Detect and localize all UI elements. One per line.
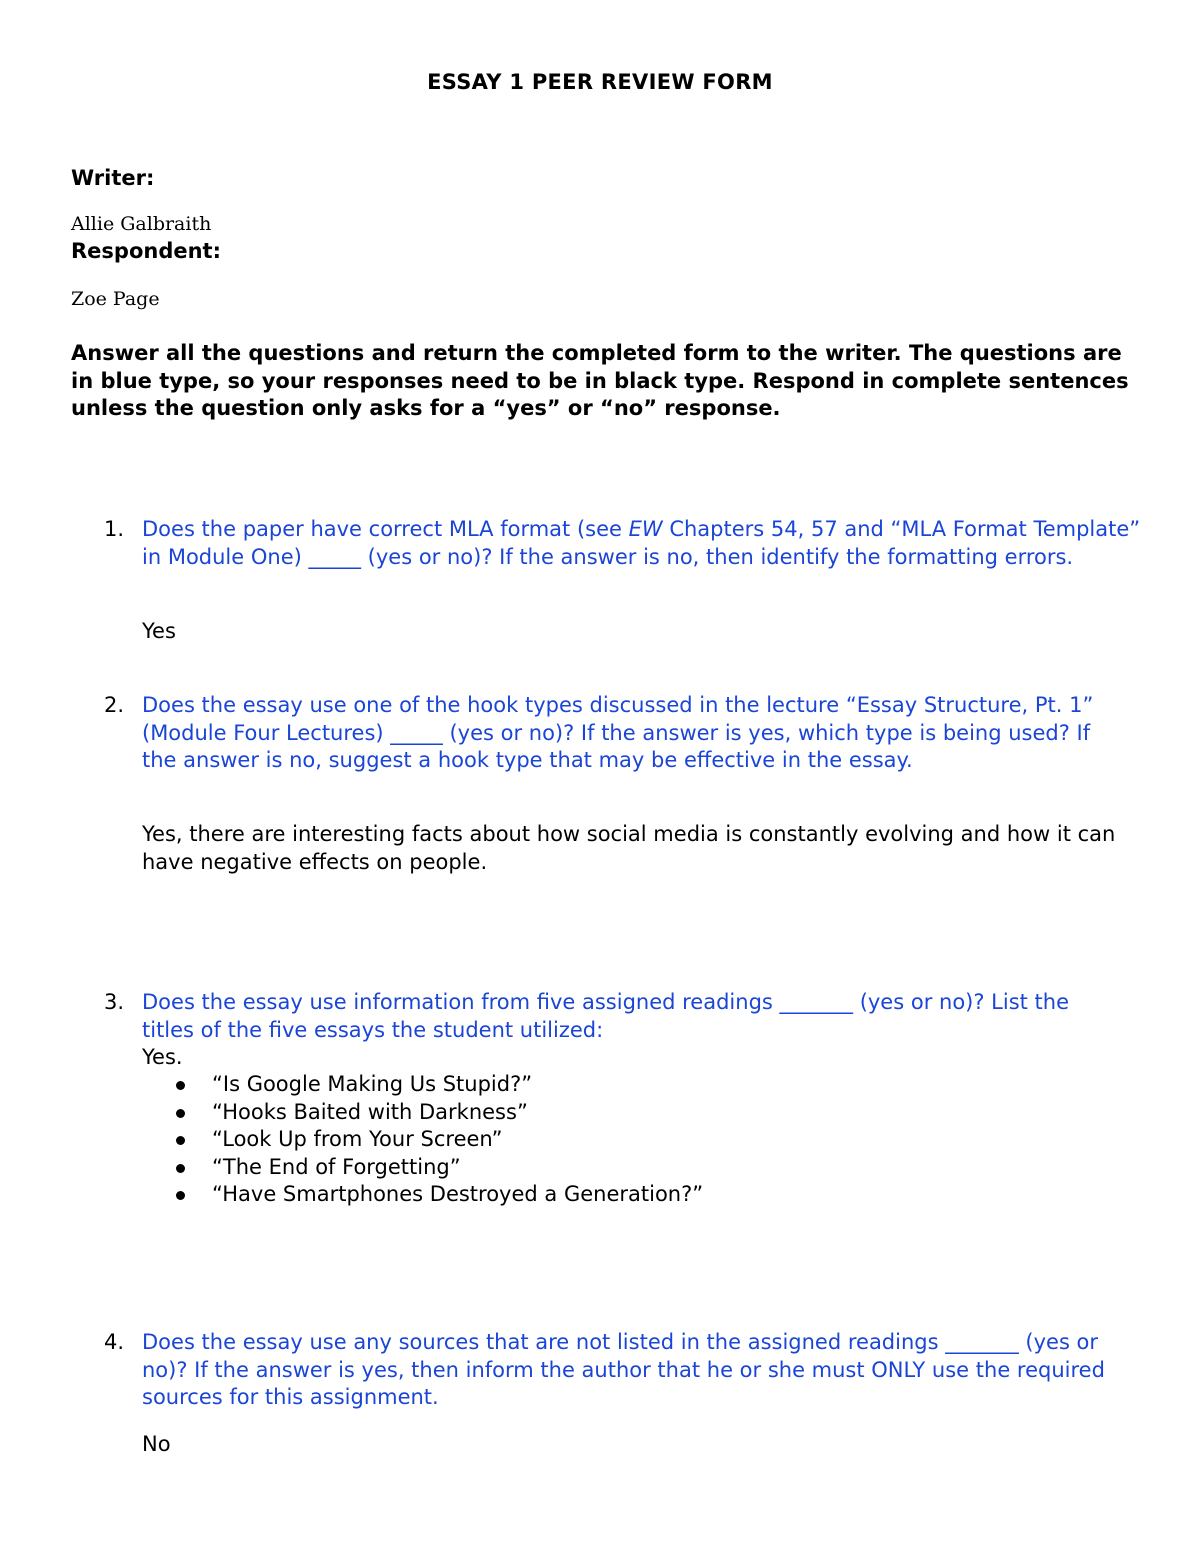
list-item: “Have Smartphones Destroyed a Generation?” [142,1181,703,1209]
respondent-name: Zoe Page [71,288,160,310]
answer-2: Yes, there are interesting facts about how social media is constantly evolving and how it can have negative effects on people. [142,822,1116,874]
question-3-text: Does the essay use information from five assigned readings _______ (yes or no)? List the titles of the five essays the student utilized: [142,990,1070,1042]
instructions: Answer all the questions and return the completed form to the writer. The questions are in blue type, so your responses need to be in black type. Respond in complete sentences unless the question only asks for a “yes” or “no” response. [71,341,1129,420]
question-1-text-end: Chapters 54, 57 and “MLA Format Template” in Module One) _____ (yes or no)? If the answer is no, then identify the formatting errors. [142,517,1141,569]
answer-3: Yes. [142,1045,183,1069]
question-1-text [142,516,1142,571]
question-1-book-abbrev: EW [628,517,663,541]
bullet-icon [176,1164,185,1173]
question-number: 3. [104,990,125,1014]
bullet-icon [176,1081,185,1090]
list-item: “The End of Forgetting” [142,1154,703,1182]
question-4-text: Does the essay use any sources that are not listed in the assigned readings _______ (yes or no)? If the answer is yes, then inform the author that he or she must ONLY use the required sources for this assignment. [142,1330,1105,1409]
page-title: ESSAY 1 PEER REVIEW FORM [427,70,773,94]
bullet-icon [176,1191,185,1200]
essay-titles-list [142,1071,703,1209]
question-2-text: Does the essay use one of the hook types discussed in the lecture “Essay Structure, Pt. 1” (Module Four Lectures) _____ (yes or no)? If the answer is yes, which type is being used? If the answer is no, suggest a hook type that may be effective in the essay. [142,693,1094,772]
answer-1: Yes [142,619,176,643]
question-number: 4. [104,1330,125,1354]
question-number: 1. [104,517,125,541]
list-item: “Look Up from Your Screen” [142,1126,703,1154]
list-item: “Is Google Making Us Stupid?” [142,1071,703,1099]
question-1-text-start: Does the paper have correct MLA format (see [142,517,629,541]
writer-name: Allie Galbraith [71,213,212,235]
respondent-label: Respondent: [71,239,221,263]
bullet-icon [176,1109,185,1118]
list-item: “Hooks Baited with Darkness” [142,1099,703,1127]
answer-4: No [142,1432,171,1456]
writer-label: Writer: [71,166,155,190]
question-number: 2. [104,693,125,717]
bullet-icon [176,1136,185,1145]
